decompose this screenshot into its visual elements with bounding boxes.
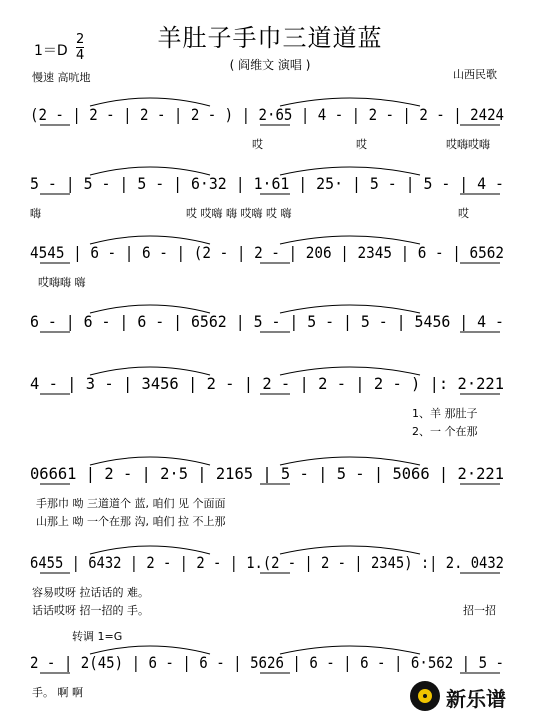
- notation-text: (2 - | 2 - | 2 - | 2 - ) | 2·65 | 4 - | 2 - | 2 - | 2424: [30, 105, 504, 124]
- notation-svg: [30, 242, 506, 278]
- lyric-line: 手那巾 呦 三道道个 蓝, 咱们 见 个面面: [36, 497, 226, 510]
- notation-svg: [30, 463, 506, 499]
- notation-row-7: [30, 552, 506, 617]
- lyric-line: 1、羊 那肚子: [412, 407, 478, 420]
- song-origin: 山西民歌: [453, 68, 497, 81]
- site-logo: [410, 681, 530, 713]
- tempo-marking: 慢速 高吭地: [32, 71, 91, 84]
- notation-text: 6455 | 6432 | 2 - | 2 - | 1.(2 - | 2 - | 2345) :| 2. 0432: [30, 553, 504, 572]
- notation-row-1: [30, 104, 506, 151]
- notation-text: 4545 | 6 - | 6 - | (2 - | 2 - | 206 | 2345 | 6 - | 6562: [30, 243, 504, 262]
- transpose-marking: 转调 1=G: [72, 630, 123, 643]
- notation-row-4: [30, 311, 506, 347]
- logo-text: 新乐谱: [446, 687, 506, 711]
- notation-svg: [30, 373, 506, 409]
- lyric-line: 手。 啊 啊: [32, 686, 83, 699]
- meter-top: 2: [76, 32, 85, 47]
- notation-svg: [30, 311, 506, 347]
- notation-text: 2 - | 2(45) | 6 - | 6 - | 5626 | 6 - | 6 - | 6·562 | 5 -: [30, 653, 504, 672]
- singer-credit: ( 阎维文 演唱 ): [229, 58, 311, 72]
- lyric-line: 嗨: [30, 207, 41, 220]
- notation-svg: [30, 552, 506, 588]
- lyric-line: 哎 哎嗨 嗨 哎嗨 哎 嗨: [186, 207, 292, 220]
- lyric-line: 哎: [252, 138, 263, 151]
- notation-text: 5 - | 5 - | 5 - | 6·32 | 1·61 | 25· | 5 - | 5 - | 4 -: [30, 174, 504, 193]
- notation-svg: [30, 173, 506, 209]
- lyric-line: 2、一 个在那: [412, 425, 478, 438]
- key-signature: 1＝D: [34, 43, 68, 59]
- notation-text: 4 - | 3 - | 3456 | 2 - | 2 - | 2 - | 2 - ) |: 2·221: [30, 374, 504, 393]
- notation-row-2: [30, 173, 506, 220]
- lyric-line: 哎: [356, 138, 367, 151]
- lyric-line: 哎嗨哎嗨: [446, 138, 490, 151]
- song-title: 羊肚子手巾三道道蓝: [157, 24, 383, 52]
- notation-row-5: [30, 373, 506, 438]
- meter-bottom: 4: [76, 48, 85, 63]
- lyric-line: 容易哎呀 拉话话的 难。: [32, 586, 149, 599]
- notation-text: 06661 | 2 - | 2·5 | 2165 | 5 - | 5 - | 5066 | 2·221: [30, 464, 504, 483]
- vinyl-icon: [410, 681, 440, 711]
- lyric-line: 话话哎呀 招一招的 手。: [32, 604, 149, 617]
- notation-text: 6 - | 6 - | 6 - | 6562 | 5 - | 5 - | 5 - | 5456 | 4 -: [30, 312, 504, 331]
- lyric-line: 哎嗨嗨 嗨: [38, 276, 86, 289]
- notation-svg: [30, 104, 506, 140]
- lyric-line: 哎: [458, 207, 469, 220]
- notation-row-6: [30, 463, 506, 528]
- lyric-line: 山那上 呦 一个在那 沟, 咱们 拉 不上那: [36, 515, 226, 528]
- notation-row-3: [30, 242, 506, 289]
- lyric-line: 招一招: [463, 604, 496, 617]
